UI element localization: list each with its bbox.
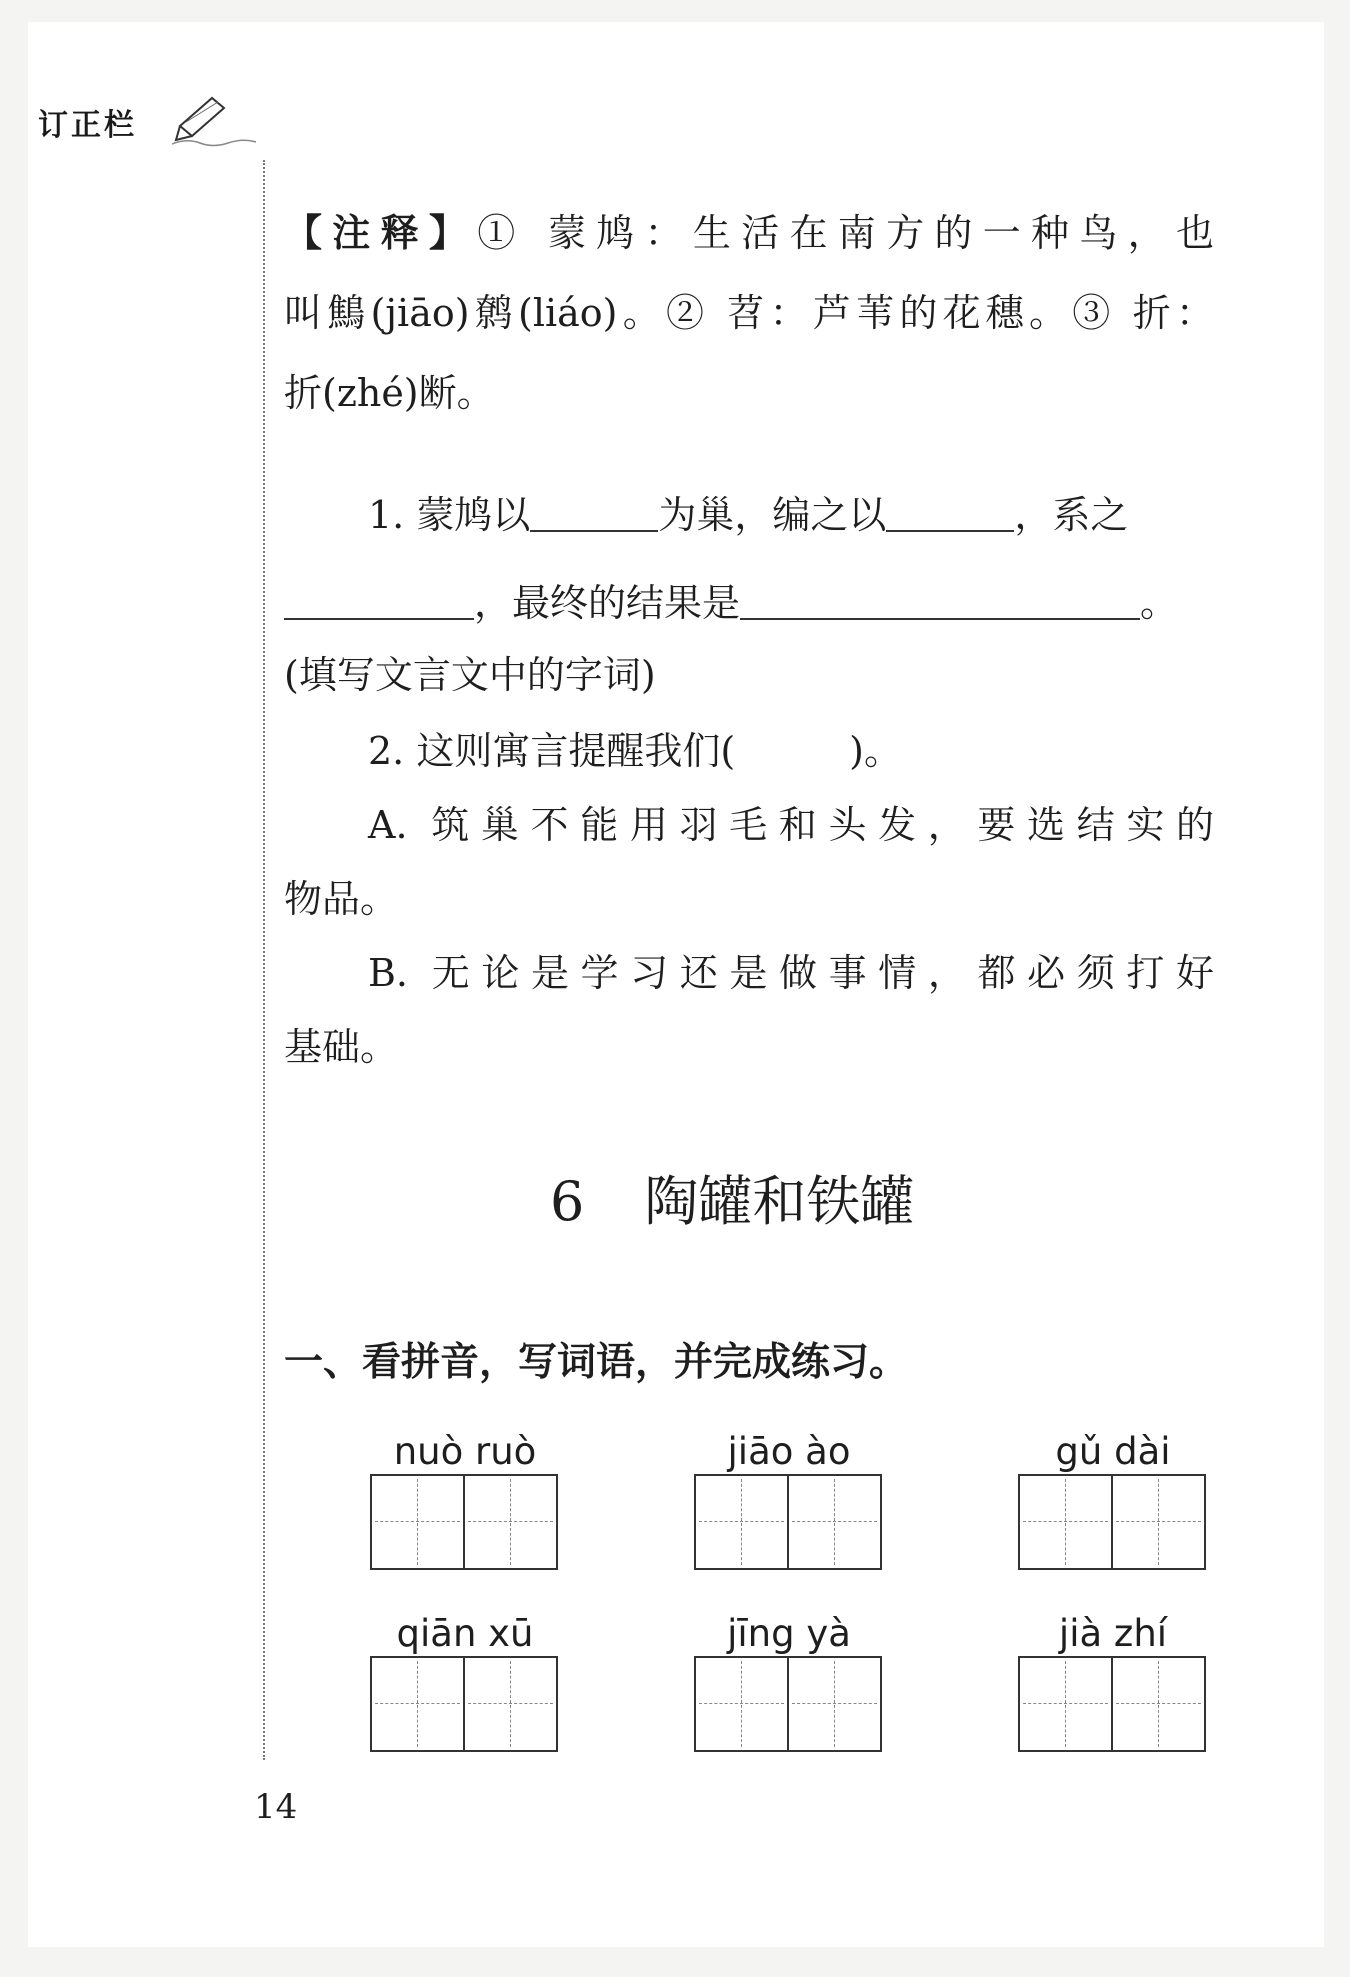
lesson-title	[550, 1170, 914, 1234]
writing-cell[interactable]	[1020, 1476, 1111, 1568]
writing-cell[interactable]	[1111, 1476, 1204, 1568]
word-item-3	[1018, 1430, 1208, 1570]
writing-grid[interactable]	[694, 1656, 882, 1752]
writing-cell[interactable]	[696, 1658, 787, 1750]
writing-grid[interactable]	[694, 1474, 882, 1570]
writing-grid[interactable]	[1018, 1474, 1206, 1570]
option-a-line-2: 物品。	[284, 877, 399, 921]
answer-blank-4[interactable]	[740, 580, 1140, 620]
pencil-icon	[172, 88, 262, 148]
page-number: 14	[254, 1787, 298, 1827]
lesson-number: 6	[550, 1170, 585, 1233]
margin-dotted-line	[263, 160, 265, 1760]
section-1-heading: 一、看拼音，写词语，并完成练习。	[284, 1340, 909, 1385]
pinyin-label: qiān xū	[396, 1612, 534, 1655]
option-a-line-1: A. 筑巢不能用羽毛和头发，要选结实的	[368, 803, 1214, 847]
writing-cell[interactable]	[372, 1658, 463, 1750]
pinyin-label: jīng yà	[727, 1612, 851, 1655]
writing-cell[interactable]	[1020, 1658, 1111, 1750]
question-1-line-1: 1. 蒙鸠以 为巢，编之以 ，系之	[368, 493, 1129, 537]
option-b-line-1: B. 无论是学习还是做事情，都必须打好	[368, 951, 1214, 995]
question-1-hint: (填写文言文中的字词)	[284, 653, 656, 697]
lesson-name: 陶罐和铁罐	[644, 1170, 915, 1233]
option-b-line-2: 基础。	[284, 1025, 399, 1069]
correction-column-label: 订正栏	[38, 108, 137, 143]
note-label: 【注释】	[284, 211, 478, 255]
writing-cell[interactable]	[1111, 1658, 1204, 1750]
writing-cell[interactable]	[372, 1476, 463, 1568]
question-2-stem: 2. 这则寓言提醒我们( )。	[368, 729, 902, 773]
answer-blank-2[interactable]	[886, 492, 1014, 532]
writing-grid[interactable]	[370, 1656, 558, 1752]
writing-cell[interactable]	[463, 1658, 556, 1750]
writing-cell[interactable]	[463, 1476, 556, 1568]
pinyin-label: nuò ruò	[393, 1430, 537, 1473]
word-item-1	[370, 1430, 560, 1570]
word-item-5	[694, 1612, 884, 1752]
pinyin-label: jià zhí	[1058, 1612, 1168, 1655]
answer-blank-3[interactable]	[284, 580, 474, 620]
note-line-3: 折(zhé)断。	[284, 371, 495, 415]
writing-cell[interactable]	[696, 1476, 787, 1568]
writing-grid[interactable]	[1018, 1656, 1206, 1752]
writing-cell[interactable]	[787, 1476, 880, 1568]
note-line-2: 叫鷦(jiāo)鹩(liáo)。② 苕：芦苇的花穗。③ 折：	[284, 291, 1214, 335]
word-item-2	[694, 1430, 884, 1570]
writing-grid[interactable]	[370, 1474, 558, 1570]
writing-cell[interactable]	[787, 1658, 880, 1750]
pinyin-label: gǔ dài	[1055, 1430, 1171, 1473]
answer-blank-1[interactable]	[530, 492, 658, 532]
note-line-1: 【注释】① 蒙鸠：生活在南方的一种鸟，也	[284, 211, 1214, 255]
question-1-line-2: ，最终的结果是 。	[284, 580, 1214, 626]
word-item-6	[1018, 1612, 1208, 1752]
word-item-4	[370, 1612, 560, 1752]
pinyin-label: jiāo ào	[727, 1430, 851, 1473]
